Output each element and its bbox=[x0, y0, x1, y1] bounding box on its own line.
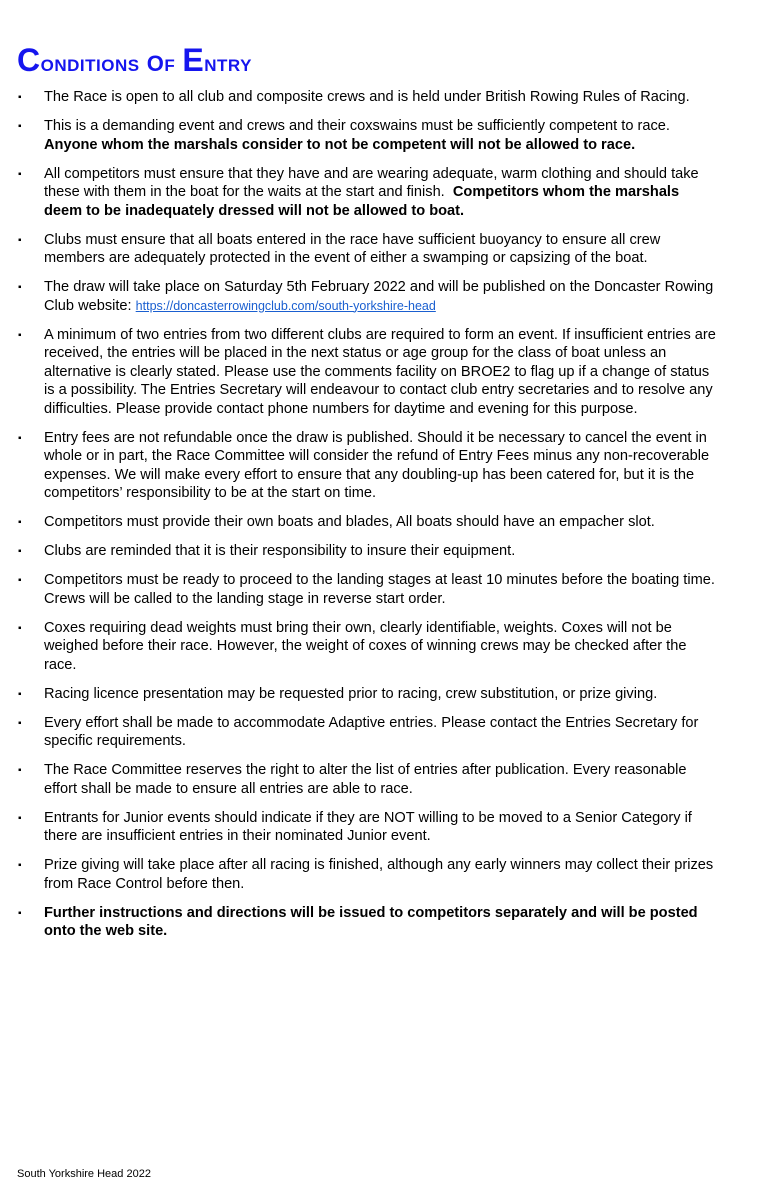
bullet-icon: ▪ bbox=[18, 121, 22, 132]
item-text: Competitors must provide their own boats and blades, All boats should have an empacher slot. bbox=[44, 514, 655, 530]
item-text: All competitors must ensure that they have and are wearing adequate, warm clothing and should take these with them in the boat for the waits at the start and finish. bbox=[44, 165, 699, 200]
list-item bbox=[18, 326, 718, 419]
bullet-icon: ▪ bbox=[18, 622, 22, 634]
item-text: The Race is open to all club and composite crews and is held under British Rowing Rules of Racing. bbox=[44, 89, 690, 105]
list-item bbox=[18, 904, 718, 941]
item-text: Prize giving will take place after all racing is finished, although any early winners may collect their prizes from Race Control before then. bbox=[44, 857, 714, 892]
item-bold-text: Competitors whom the marshals deem to be inadequately dressed will not be allowed to boat. bbox=[44, 184, 680, 219]
item-text: Every effort shall be made to accommodate Adaptive entries. Please contact the Entries Secretary for specific requirements. bbox=[44, 714, 699, 749]
page-title bbox=[17, 43, 252, 81]
bullet-icon: ▪ bbox=[18, 575, 22, 586]
item-text: Clubs are reminded that it is their responsibility to insure their equipment. bbox=[44, 543, 516, 559]
list-item bbox=[18, 278, 718, 315]
title-last: Entry bbox=[182, 42, 252, 78]
title-first: Conditions of bbox=[17, 42, 176, 78]
list-item bbox=[18, 88, 718, 107]
item-text: This is a demanding event and crews and their coxswains must be sufficiently competent to race. bbox=[44, 118, 670, 134]
item-text: Entrants for Junior events should indicate if they are NOT willing to be moved to a Senior Category if there are insufficient entries in their nominated Junior event. bbox=[44, 809, 692, 844]
item-bold-text: Anyone whom the marshals consider to not be competent will not be allowed to race. bbox=[44, 136, 636, 153]
item-text: Competitors must be ready to proceed to the landing stages at least 10 minutes before the boating time. Crews will be called to the landing stage in reverse start order. bbox=[44, 572, 715, 607]
item-text: A minimum of two entries from two different clubs are required to form an event. If insufficient entries are received, the entries will be placed in the next status or age group for the class of boat unless an alternative is clearly stated. Please use the comments facility on BROE2 to flag up if a change of status is a possibility. The Entries Secretary will endeavour to contact club entry secretaries and to resolve any difficulties. Please provide contact phone numbers for daytime and evening for this purpose. bbox=[44, 326, 716, 417]
list-item bbox=[18, 513, 718, 532]
bullet-icon: ▪ bbox=[18, 765, 22, 776]
list-item bbox=[18, 761, 718, 798]
bullet-icon: ▪ bbox=[18, 907, 22, 919]
bullet-icon: ▪ bbox=[18, 860, 22, 871]
item-text: Clubs must ensure that all boats entered in the race have sufficient buoyancy to ensure all crew members are adequately protected in the event of either a swamping or capsizing of the boat. bbox=[44, 231, 661, 266]
list-item bbox=[18, 714, 718, 751]
list-item bbox=[18, 809, 718, 846]
list-item bbox=[18, 429, 718, 503]
list-item bbox=[18, 856, 718, 893]
bullet-icon: ▪ bbox=[18, 688, 22, 700]
item-text: Coxes requiring dead weights must bring their own, clearly identifiable, weights. Coxes will not be weighed before their race. However, the weight of coxes of winning crews may be checked after the race. bbox=[44, 619, 687, 673]
conditions-list bbox=[18, 88, 718, 951]
list-item bbox=[18, 231, 718, 268]
item-text: The Race Committee reserves the right to alter the list of entries after publication. Every reasonable effort shall be made to ensure all entries are able to race. bbox=[44, 762, 687, 797]
bullet-icon: ▪ bbox=[18, 329, 22, 341]
list-item bbox=[18, 542, 718, 561]
item-text: Racing licence presentation may be requested prior to racing, crew substitution, or prize giving. bbox=[44, 685, 658, 702]
item-bold-text: Further instructions and directions will be issued to competitors separately and will be posted onto the web site. bbox=[44, 904, 698, 939]
bullet-icon: ▪ bbox=[18, 234, 22, 246]
club-website-link[interactable]: https://doncasterrowingclub.com/south-yorkshire-head bbox=[135, 298, 436, 313]
list-item bbox=[18, 685, 718, 704]
list-item bbox=[18, 619, 718, 675]
list-item bbox=[18, 165, 718, 221]
bullet-icon: ▪ bbox=[18, 717, 22, 729]
bullet-icon: ▪ bbox=[18, 517, 22, 528]
bullet-icon: ▪ bbox=[18, 282, 22, 293]
list-item bbox=[18, 117, 718, 154]
footer-text: South Yorkshire Head 2022 bbox=[17, 1168, 151, 1180]
bullet-icon: ▪ bbox=[18, 168, 22, 180]
item-text: Entry fees are not refundable once the draw is published. Should it be necessary to cancel the event in whole or in part, the Race Committee will consider the refund of Entry Fees minus any non-recoverable expenses. We will make every effort to ensure that any doubling-up has been catered for, but it is the competitors’ responsibility to be at the start on time. bbox=[44, 429, 710, 501]
bullet-icon: ▪ bbox=[18, 546, 22, 557]
list-item bbox=[18, 571, 718, 608]
bullet-icon: ▪ bbox=[18, 812, 22, 824]
item-text: The draw will take place on Saturday 5th February 2022 and will be published on the Doncaster Rowing Club website: bbox=[44, 279, 714, 314]
bullet-icon: ▪ bbox=[18, 92, 22, 103]
bullet-icon: ▪ bbox=[18, 432, 22, 444]
